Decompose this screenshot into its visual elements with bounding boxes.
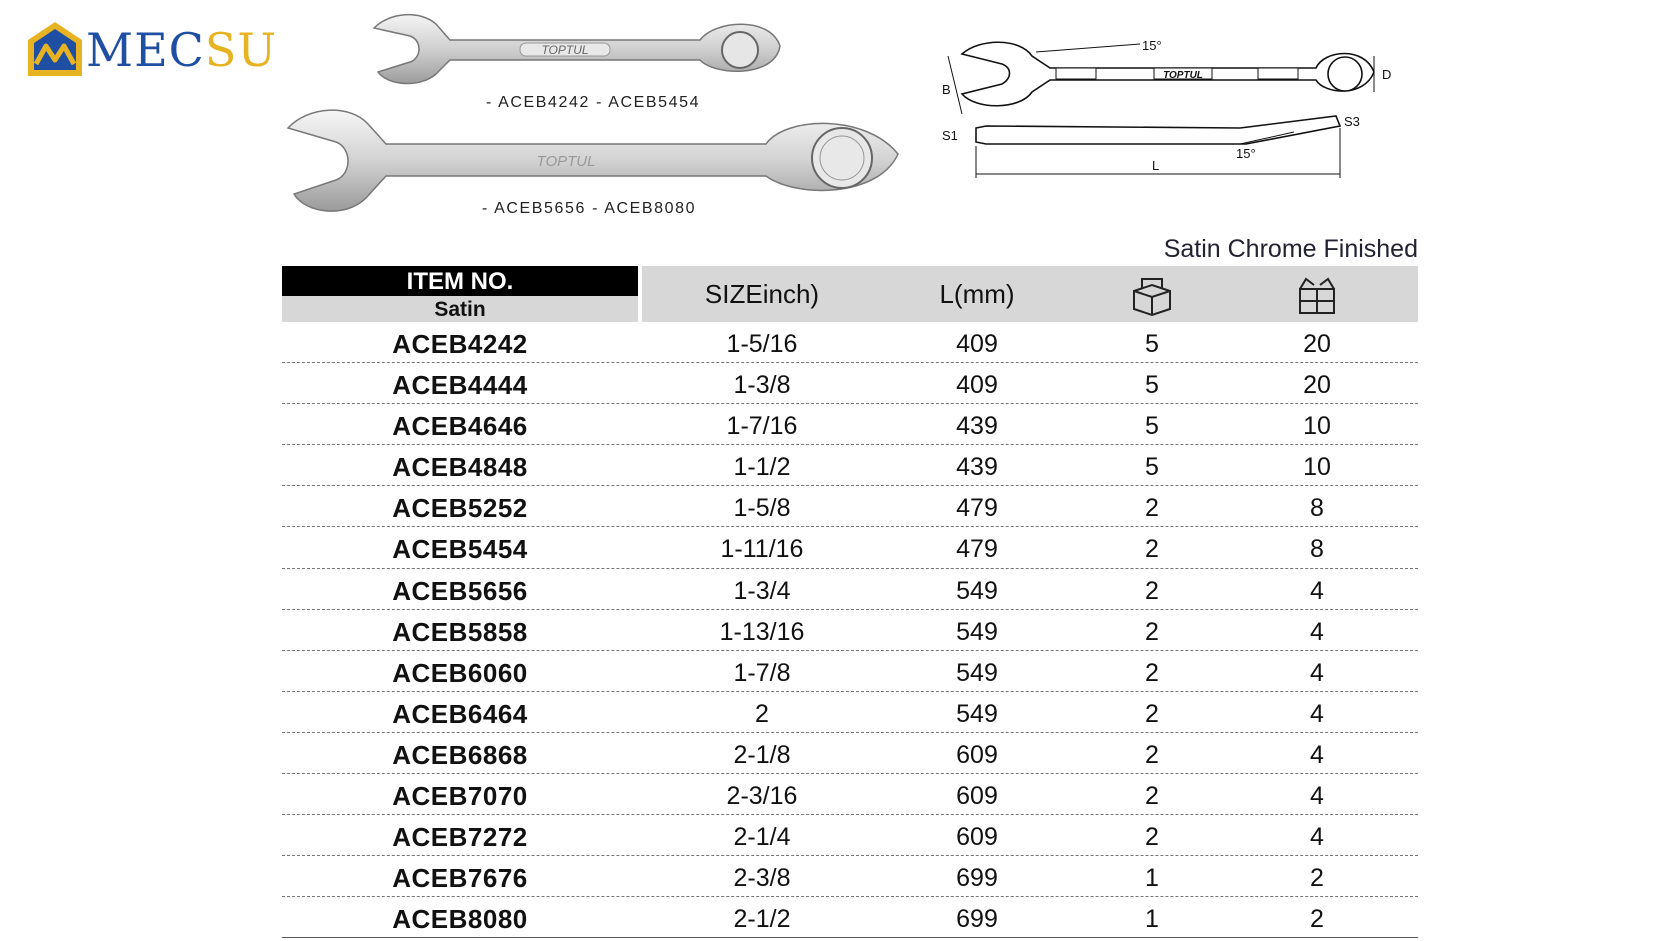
carton-qty-cell: 4 [1310,576,1324,605]
length-cell: 479 [956,494,998,523]
length-cell: 609 [956,823,998,852]
length-cell: 409 [956,330,998,358]
table-row [282,815,1418,856]
carton-qty-cell: 8 [1310,535,1324,564]
inner-box-qty-cell: 2 [1145,782,1159,811]
carton-qty-cell: 4 [1310,617,1324,646]
carton-qty-cell: 20 [1303,330,1331,358]
item-no-cell: ACEB5858 [392,616,528,647]
item-no-cell: ACEB6060 [392,657,528,688]
inner-box-qty-cell: 2 [1145,740,1159,769]
carton-qty-cell: 10 [1303,453,1331,482]
spec-table [282,266,1418,938]
item-no-cell: ACEB4848 [392,452,528,483]
size-cell: 1-5/8 [733,494,791,523]
item-no-cell: ACEB4646 [392,411,528,442]
finish-label: Satin Chrome Finished [1163,235,1418,263]
item-no-cell: ACEB5454 [392,534,528,565]
large-wrench-caption: - ACEB5656 - ACEB8080 [482,200,697,217]
item-no-cell: ACEB4242 [392,329,528,359]
size-cell: 2-3/16 [726,782,798,811]
inner-box-qty-cell: 5 [1145,330,1159,358]
length-cell: 549 [956,658,998,687]
header-item-no-label: ITEM NO. [282,266,638,296]
label-l: L [1152,158,1160,173]
inner-box-qty-cell: 2 [1145,823,1159,852]
length-cell: 549 [956,576,998,605]
carton-qty-cell: 4 [1310,782,1324,811]
length-cell: 699 [956,905,998,934]
inner-box-qty-cell: 5 [1145,371,1159,400]
table-row [282,404,1418,445]
label-d: D [1382,67,1392,82]
inner-box-qty-cell: 2 [1145,535,1159,564]
item-no-cell: ACEB6464 [392,698,528,729]
length-cell: 439 [956,453,998,482]
length-cell: 699 [956,864,998,893]
length-cell: 479 [956,535,998,564]
brand-name: MECSU [86,23,278,77]
item-no-cell: ACEB7272 [392,822,528,853]
item-no-cell: ACEB8080 [392,904,528,935]
wrench-brand-mark-large: TOPTUL [536,153,596,170]
small-wrench-image [370,10,830,90]
brand-logo [26,20,277,80]
size-cell: 1-7/16 [726,412,798,441]
length-cell: 549 [956,617,998,646]
label-s1: S1 [942,128,958,143]
table-row [282,610,1418,651]
length-cell: 549 [956,699,998,728]
table-row [282,445,1418,486]
table-row [282,569,1418,610]
inner-box-icon [1092,266,1212,322]
item-no-cell: ACEB7070 [392,781,528,812]
size-cell: 2 [755,699,769,728]
table-row [282,897,1418,938]
table-header [282,266,1418,322]
item-no-cell: ACEB5656 [392,575,528,606]
size-cell: 2-1/8 [733,740,791,769]
header-finish-sub: Satin [434,298,486,321]
carton-icon [1242,266,1392,322]
size-cell: 1-7/8 [733,658,791,687]
inner-box-qty-cell: 5 [1145,453,1159,482]
angle-top-label: 15° [1142,38,1162,53]
item-no-cell: ACEB7676 [392,863,528,894]
table-row [282,733,1418,774]
size-cell: 2-1/2 [733,905,791,934]
inner-box-qty-cell: 2 [1145,658,1159,687]
table-row [282,856,1418,897]
table-row [282,651,1418,692]
table-row [282,363,1418,404]
mecsu-logo-icon [26,20,84,80]
table-body [282,322,1418,938]
carton-qty-cell: 4 [1310,740,1324,769]
size-cell: 1-5/16 [726,330,798,358]
diagram-brand-mark: TOPTUL [1163,70,1203,81]
small-wrench-caption: - ACEB4242 - ACEB5454 [486,94,701,111]
item-no-cell: ACEB4444 [392,370,528,401]
inner-box-qty-cell: 2 [1145,617,1159,646]
length-cell: 439 [956,412,998,441]
size-cell: 1-13/16 [719,617,805,646]
carton-qty-cell: 2 [1310,864,1324,893]
carton-qty-cell: 4 [1310,699,1324,728]
inner-box-qty-cell: 1 [1145,905,1159,934]
wrench-brand-mark: TOPTUL [541,43,589,57]
size-cell: 1-1/2 [733,453,791,482]
table-row [282,774,1418,815]
length-cell: 409 [956,371,998,400]
carton-qty-cell: 8 [1310,494,1324,523]
size-cell: 1-3/4 [733,576,791,605]
angle-side-label: 15° [1236,146,1256,161]
inner-box-qty-cell: 2 [1145,699,1159,728]
carton-qty-cell: 4 [1310,658,1324,687]
carton-qty-cell: 2 [1310,905,1324,934]
inner-box-qty-cell: 2 [1145,494,1159,523]
header-item-no [282,266,638,322]
length-cell: 609 [956,740,998,769]
item-no-cell: ACEB5252 [392,493,528,524]
item-no-cell: ACEB6868 [392,739,528,770]
table-row [282,322,1418,363]
size-cell: 2-1/4 [733,823,791,852]
inner-box-qty-cell: 1 [1145,864,1159,893]
table-row [282,527,1418,568]
header-size: SIZEinch) [704,279,820,309]
label-b: B [942,82,951,97]
header-length: L(mm) [939,279,1015,309]
length-cell: 609 [956,782,998,811]
carton-qty-cell: 20 [1303,371,1331,400]
inner-box-qty-cell: 5 [1145,412,1159,441]
size-cell: 1-3/8 [733,371,791,400]
carton-qty-cell: 4 [1310,823,1324,852]
inner-box-qty-cell: 2 [1145,576,1159,605]
label-s3: S3 [1344,114,1360,129]
table-row [282,486,1418,527]
carton-qty-cell: 10 [1303,412,1331,441]
size-cell: 2-3/8 [733,864,791,893]
table-row [282,692,1418,733]
size-cell: 1-11/16 [720,535,804,564]
dimension-diagram [940,32,1420,202]
